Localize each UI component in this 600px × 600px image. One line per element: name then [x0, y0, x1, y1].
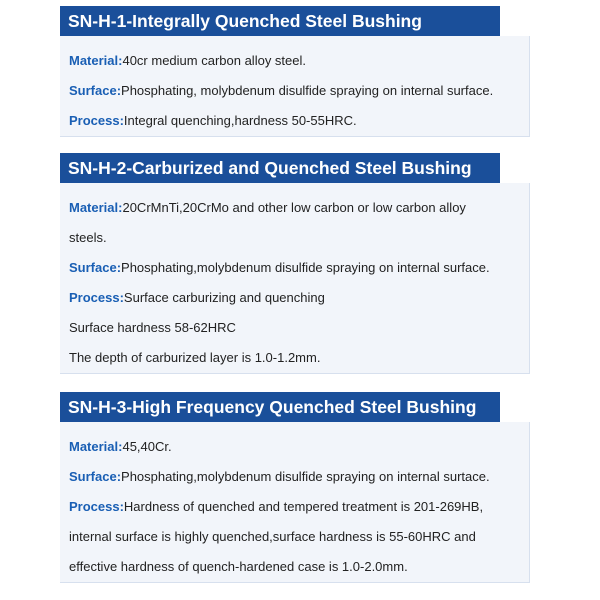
spec-line-continuation	[69, 522, 529, 552]
spec-line-continuation	[69, 552, 529, 582]
spec-value: Surface hardness 58-62HRC	[69, 320, 236, 335]
spec-value: Surface carburizing and quenching	[123, 290, 325, 305]
spec-line-process	[69, 492, 529, 522]
section-title: SN-H-3-High Frequency Quenched Steel Bushing	[60, 392, 500, 422]
spec-line-process	[69, 106, 529, 136]
spec-value: Phosphating,molybdenum disulfide spraying on internal surtace.	[121, 469, 490, 484]
spec-value: Phosphating,molybdenum disulfide spraying on internal surface.	[121, 260, 490, 275]
spec-label: Material:	[69, 439, 123, 454]
spec-value: 20CrMnTi,20CrMo and other low carbon or low carbon alloy	[122, 200, 466, 215]
spec-value: Hardness of quenched and tempered treatment is 201-269HB,	[123, 499, 484, 514]
section-sn-h-1	[60, 6, 530, 137]
spec-line-material	[69, 193, 529, 223]
spec-label: Material:	[69, 53, 123, 68]
section-body	[60, 183, 530, 374]
spec-line-material	[69, 46, 529, 76]
spec-label: Surface:	[69, 469, 122, 484]
spec-value: internal surface is highly quenched,surface hardness is 55-60HRC and	[69, 529, 476, 544]
spec-line-surface	[69, 76, 529, 106]
spec-line-material	[69, 432, 529, 462]
spec-value: Integral quenching,hardness 50-55HRC.	[123, 113, 357, 128]
spec-value: 45,40Cr.	[122, 439, 172, 454]
section-sn-h-2	[60, 153, 530, 374]
spec-line-continuation	[69, 223, 529, 253]
spec-value: effective hardness of quench-hardened case is 1.0-2.0mm.	[69, 559, 408, 574]
spec-value: steels.	[69, 230, 107, 245]
spec-label: Surface:	[69, 260, 122, 275]
section-title: SN-H-1-Integrally Quenched Steel Bushing	[60, 6, 500, 36]
section-title: SN-H-2-Carburized and Quenched Steel Bushing	[60, 153, 500, 183]
spec-line-surface	[69, 253, 529, 283]
spec-line-hardness	[69, 313, 529, 343]
spec-label: Material:	[69, 200, 123, 215]
spec-value: Phosphating, molybdenum disulfide spraying on internal surface.	[121, 83, 494, 98]
spec-value: The depth of carburized layer is 1.0-1.2mm.	[69, 350, 321, 365]
spec-line-surface	[69, 462, 529, 492]
section-sn-h-3	[60, 392, 530, 583]
spec-line-depth	[69, 343, 529, 373]
spec-label: Process:	[69, 113, 124, 128]
spec-label: Surface:	[69, 83, 122, 98]
spec-value: 40cr medium carbon alloy steel.	[122, 53, 306, 68]
spec-label: Process:	[69, 499, 124, 514]
section-body	[60, 422, 530, 583]
spec-label: Process:	[69, 290, 124, 305]
section-body	[60, 36, 530, 137]
spec-line-process	[69, 283, 529, 313]
